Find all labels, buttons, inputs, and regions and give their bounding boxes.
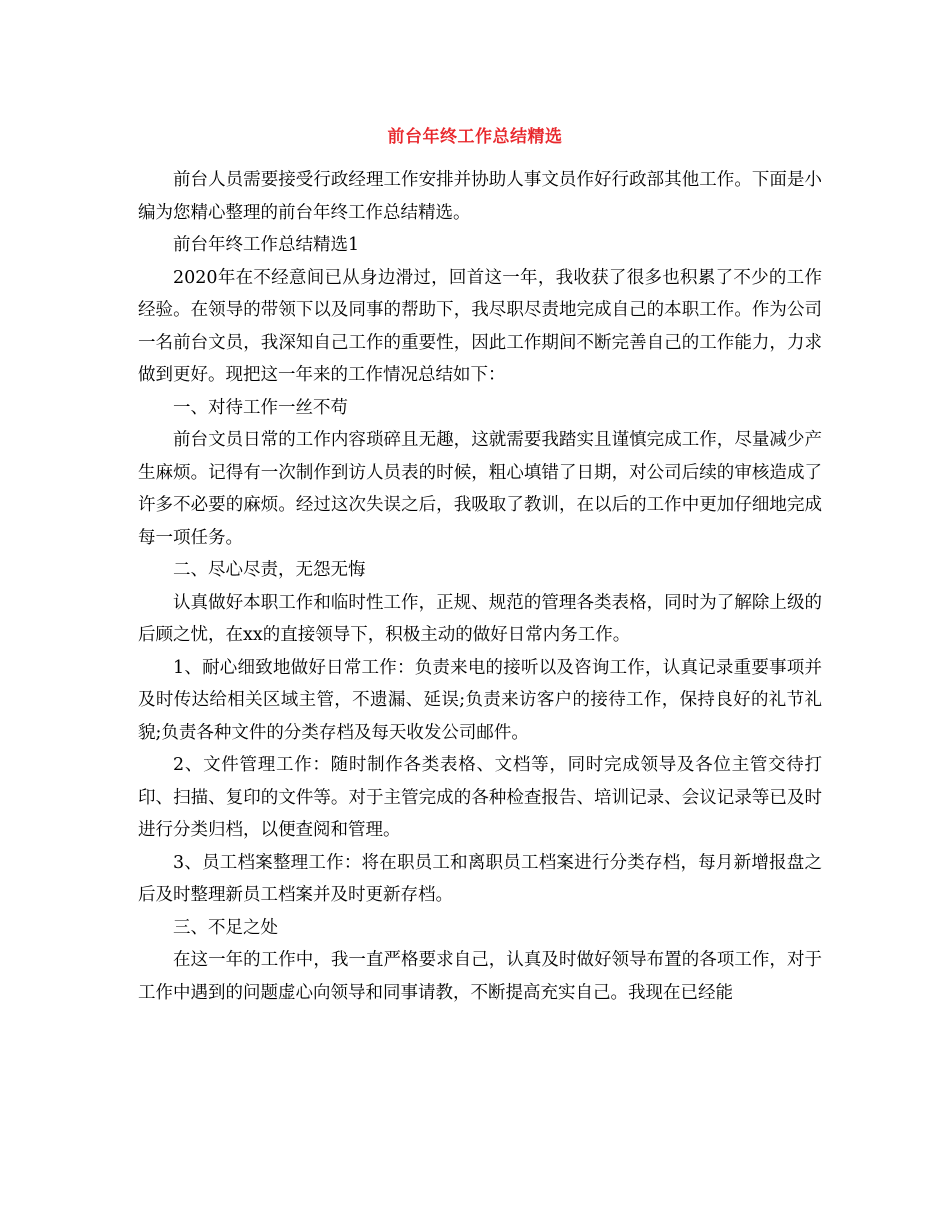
paragraph: 前台文员日常的工作内容琐碎且无趣，这就需要我踏实且谨慎完成工作，尽量减少产生麻烦。记得有一次制作到访人员表的时候，粗心填错了日期，对公司后续的审核造成了许多不必要的麻烦。经过这次失误之后，我吸取了教训，在以后的工作中更加仔细地完成每一项任务。 bbox=[138, 430, 822, 548]
subheading-one: 一、对待工作一丝不苟 bbox=[173, 397, 348, 418]
subheading-three: 三、不足之处 bbox=[173, 917, 278, 938]
document-body bbox=[138, 164, 822, 1009]
list-item-1: 1、耐心细致地做好日常工作：负责来电的接听以及咨询工作，认真记录重要事项并及时传达给相关区域主管，不遗漏、延误;负责来访客户的接待工作，保持良好的礼节礼貌;负责各种文件的分类存档及每天收发公司邮件。 bbox=[138, 657, 822, 743]
paragraph: 认真做好本职工作和临时性工作，正规、规范的管理各类表格，同时为了解除上级的后顾之忧，在xx的直接领导下，积极主动的做好日常内务工作。 bbox=[138, 592, 822, 645]
section-heading-1: 前台年终工作总结精选1 bbox=[173, 235, 360, 255]
paragraph-intro: 前台人员需要接受行政经理工作安排并协助人事文员作好行政部其他工作。下面是小编为您精心整理的前台年终工作总结精选。 bbox=[138, 170, 822, 223]
list-item-2: 2、文件管理工作：随时制作各类表格、文档等，同时完成领导及各位主管交待打印、扫描、复印的文件等。对于主管完成的各种检查报告、培训记录、会议记录等已及时进行分类归档，以便查阅和管理。 bbox=[138, 755, 822, 840]
document-title: 前台年终工作总结精选 bbox=[387, 127, 563, 147]
subheading-two: 二、尽心尽责，无怨无悔 bbox=[173, 560, 366, 580]
paragraph: 在这一年的工作中，我一直严格要求自己，认真及时做好领导布置的各项工作，对于工作中遇到的问题虚心向领导和同事请教，不断提高充实自己。我现在已经能 bbox=[138, 950, 822, 1003]
list-item-3: 3、员工档案整理工作：将在职员工和离职员工档案进行分类存档，每月新增报盘之后及时整理新员工档案并及时更新存档。 bbox=[138, 852, 822, 905]
paragraph: 2020年在不经意间已从身边滑过，回首这一年，我收获了很多也积累了不少的工作经验。在领导的带领下以及同事的帮助下，我尽职尽责地完成自己的本职工作。作为公司一名前台文员，我深知自己工作的重要性，因此工作期间不断完善自己的工作能力，力求做到更好。现把这一年来的工作情况总结如下： bbox=[138, 267, 822, 385]
